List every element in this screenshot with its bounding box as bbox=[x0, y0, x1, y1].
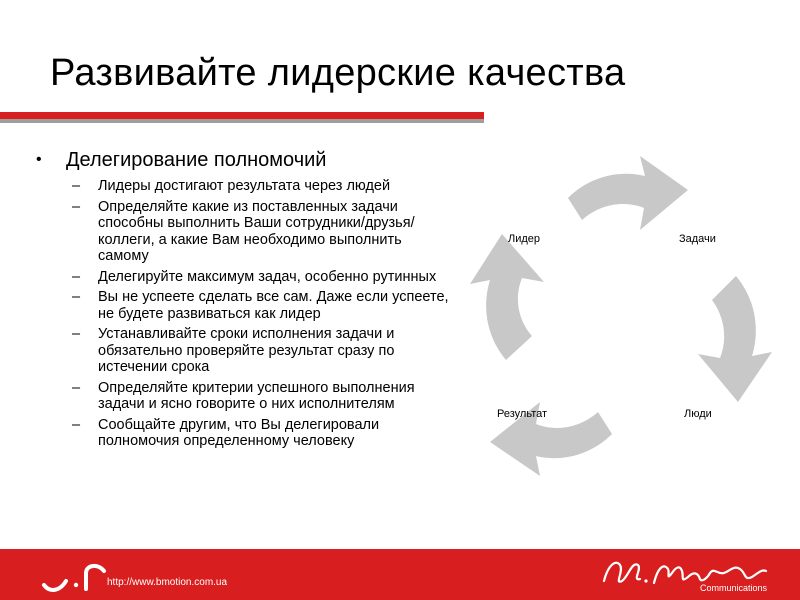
brand-subtitle: Communications bbox=[700, 583, 768, 593]
sub-bullet-item bbox=[72, 380, 456, 413]
sub-bullet-item bbox=[72, 178, 456, 195]
dash-icon: – bbox=[72, 326, 81, 342]
sub-bullet-text: Определяйте критерии успешного выполнения задачи и ясно говорите о них исполнителям bbox=[98, 379, 415, 412]
sub-bullet-item bbox=[72, 199, 456, 265]
slide-title: Развивайте лидерские качества bbox=[50, 52, 626, 94]
sub-bullet-item bbox=[72, 326, 456, 376]
title-underline-red bbox=[0, 112, 484, 119]
bullet-content bbox=[36, 148, 456, 454]
sub-bullet-text: Вы не успеете сделать все сам. Даже если успеете, не будете развиваться как лидер bbox=[98, 289, 449, 322]
dash-icon: – bbox=[72, 268, 81, 285]
dash-icon: – bbox=[72, 178, 81, 194]
main-bullet-text: Делегирование полномочий bbox=[66, 149, 327, 171]
main-bullet bbox=[36, 148, 456, 172]
sub-bullet-text: Делегируйте максимум задач, особенно рутинных bbox=[98, 268, 437, 285]
label-tasks: Задачи bbox=[679, 233, 716, 245]
label-leader: Лидер bbox=[508, 233, 541, 245]
bmotion-logo-icon bbox=[40, 561, 110, 595]
sub-bullet-item bbox=[72, 289, 456, 322]
dash-icon: – bbox=[72, 289, 81, 305]
dash-icon: – bbox=[72, 416, 81, 433]
title-underline-grey bbox=[0, 119, 484, 123]
arrow-top-icon bbox=[568, 156, 688, 230]
sub-bullet-text: Определяйте какие из поставленных задачи способны выполнить Ваши сотрудники/друзья/коллеги, а какие Вам необходимо выполнить самому bbox=[98, 198, 415, 264]
cycle-arrows bbox=[440, 140, 800, 490]
arrow-right-icon bbox=[698, 276, 772, 402]
arrow-left-icon bbox=[470, 234, 544, 360]
footer-url-link[interactable]: http://www.bmotion.com.ua bbox=[107, 577, 228, 588]
sub-bullet-text: Сообщайте другим, что Вы делегировали полномочия определенному человеку bbox=[98, 416, 380, 449]
dash-icon: – bbox=[72, 379, 81, 396]
footer-bar bbox=[0, 549, 800, 600]
sub-bullet-item bbox=[72, 417, 456, 450]
sub-bullet-item bbox=[72, 269, 456, 286]
bullet-dot-icon: • bbox=[36, 151, 42, 168]
label-people: Люди bbox=[684, 408, 712, 420]
label-result: Результат bbox=[497, 408, 548, 420]
sub-bullet-text: Лидеры достигают результата через людей bbox=[98, 178, 391, 194]
sub-bullet-list bbox=[72, 178, 456, 450]
delegation-cycle-diagram bbox=[440, 140, 800, 490]
dash-icon: – bbox=[72, 198, 81, 215]
sub-bullet-text: Устанавливайте сроки исполнения задачи и обязательно проверяйте результат сразу по истечении срока bbox=[98, 326, 395, 375]
